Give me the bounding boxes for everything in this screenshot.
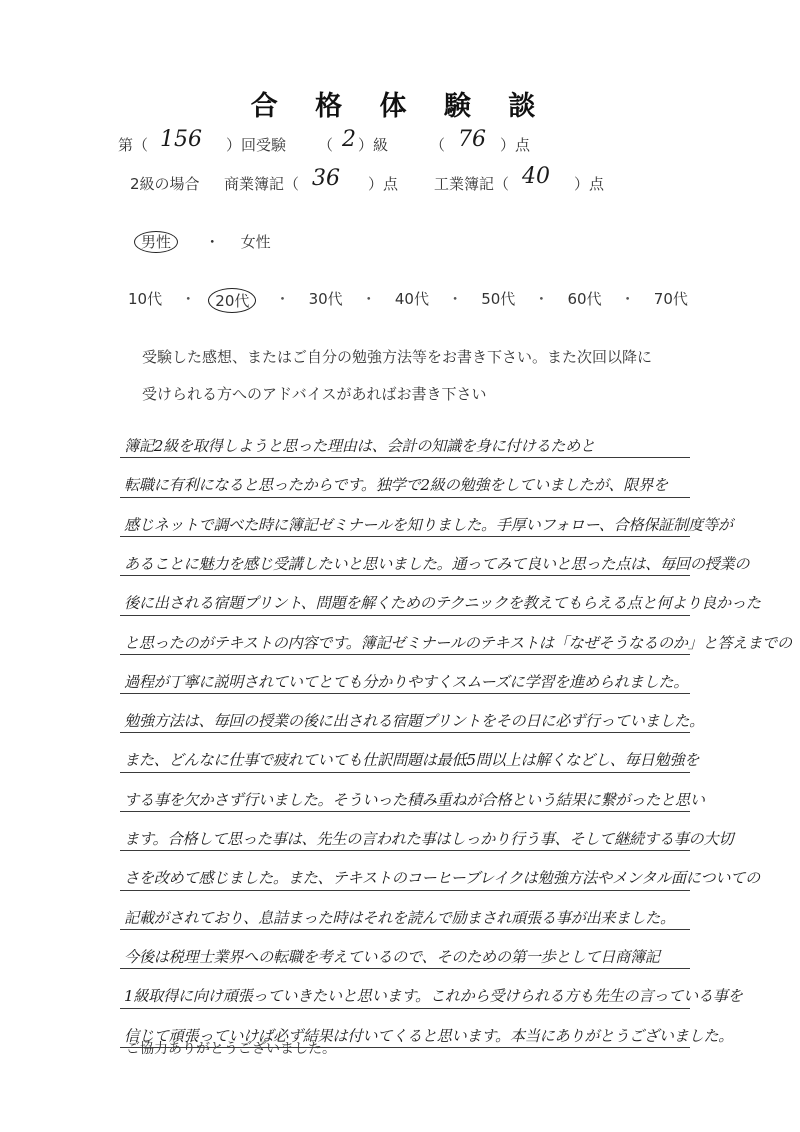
ruled-line — [120, 536, 690, 537]
age-option-selected: 20代 — [208, 288, 256, 313]
exam-no-prefix: 第（ — [118, 136, 149, 154]
gender-male: 男性 — [134, 231, 178, 253]
handwritten-line: する事を欠かさず行いました。そういった積み重ねが合格という結果に繋がったと思い — [124, 790, 705, 809]
grade2-label: 2級の場合 — [130, 175, 200, 193]
handwritten-line: 1級取得に向け頑張っていきたいと思います。これから受けられる方も先生の言っている事を — [124, 987, 743, 1006]
handwritten-line: 転職に有利になると思ったからです。独学で2級の勉強をしていましたが、限界を — [124, 476, 668, 495]
age-row: 10代 ・ 20代 ・ 30代 ・ 40代 ・ 50代 ・ 60代 ・ 70代 — [128, 288, 688, 313]
age-option: 60代 — [567, 290, 602, 308]
handwritten-line: と思ったのがテキストの内容です。簿記ゼミナールのテキストは「なぜそうなるのか」と答えまでの — [124, 633, 792, 652]
age-option: 50代 — [481, 290, 516, 308]
industrial-score: 40 — [522, 164, 550, 189]
handwritten-line: 信じて頑張っていけば必ず結果は付いてくると思います。本当にありがとうございました。 — [124, 1026, 734, 1045]
commercial-label: 商業簿記（ — [224, 175, 300, 193]
ruled-line — [120, 811, 690, 812]
footer-thanks: ご協力ありがとうございました。 — [126, 1041, 336, 1057]
gender-female: 女性 — [240, 233, 271, 251]
ruled-line — [120, 1008, 690, 1009]
ruled-line — [120, 575, 690, 576]
handwritten-line: また、どんなに仕事で疲れていても仕訳問題は最低5問以上は解くなどし、毎日勉強を — [124, 751, 700, 770]
handwritten-line: 感じネットで調べた時に簿記ゼミナールを知りました。手厚いフォロー、合格保証制度等が — [124, 515, 733, 534]
commercial-score: 36 — [312, 166, 340, 191]
handwritten-line: 記載がされており、息詰まった時はそれを読んで励まされ頑張る事が出来ました。 — [124, 908, 675, 927]
ruled-line — [120, 929, 690, 930]
industrial-label: 工業簿記（ — [434, 175, 510, 193]
ruled-line — [120, 457, 690, 458]
exam-no-suffix: ）回受験 — [226, 136, 287, 154]
handwritten-line: 簿記2級を取得しようと思った理由は、会計の知識を身に付けるためと — [124, 437, 595, 455]
instruction-line-2: 受けられる方へのアドバイスがあればお書き下さい — [142, 385, 487, 403]
ruled-line — [120, 732, 690, 733]
age-option: 70代 — [653, 290, 688, 308]
ruled-line — [120, 968, 690, 969]
gender-separator: ・ — [204, 233, 220, 251]
handwritten-line: 過程が丁寧に説明されていてとても分かりやすくスムーズに学習を進められました。 — [124, 672, 689, 691]
ruled-line — [120, 850, 690, 851]
commercial-suffix: ）点 — [368, 175, 399, 193]
ruled-line — [120, 615, 690, 616]
ruled-line — [120, 890, 690, 891]
ruled-line — [120, 654, 690, 655]
instruction-line-1: 受験した感想、またはご自分の勉強方法等をお書き下さい。また次回以降に — [142, 348, 653, 366]
grade-prefix: （ — [318, 136, 334, 154]
page-title: 合 格 体 験 談 — [250, 91, 550, 122]
ruled-line — [120, 693, 690, 694]
score-prefix: （ — [430, 136, 446, 154]
grade-value: 2 — [342, 127, 356, 152]
exam-info-row — [118, 134, 148, 155]
handwritten-line: 後に出される宿題プリント、問題を解くためのテクニックを教えてもらえる点と何より良かった — [124, 594, 761, 613]
exam-number: 156 — [160, 127, 202, 152]
ruled-line — [120, 497, 690, 498]
handwritten-line: さを改めて感じました。また、テキストのコーヒーブレイクは勉強方法やメンタル面についての — [124, 869, 760, 888]
handwritten-line: あることに魅力を感じ受講したいと思いました。通ってみて良いと思った点は、毎回の授業の — [124, 554, 750, 573]
handwritten-line: 勉強方法は、毎回の授業の後に出される宿題プリントをその日に必ず行っていました。 — [124, 712, 705, 731]
score-suffix: ）点 — [500, 136, 531, 154]
ruled-line — [120, 772, 690, 773]
handwritten-line: ます。合格して思った事は、先生の言われた事はしっかり行う事、そして継続する事の大切 — [124, 830, 734, 848]
grade-suffix: ）級 — [358, 136, 389, 154]
age-option: 10代 — [128, 290, 163, 308]
industrial-suffix: ）点 — [574, 175, 605, 193]
total-score: 76 — [458, 127, 486, 152]
handwritten-line: 今後は税理士業界への転職を考えているので、そのための第一歩として日商簿記 — [124, 947, 660, 966]
age-option: 30代 — [308, 290, 343, 308]
gender-row — [140, 231, 271, 252]
age-option: 40代 — [394, 290, 429, 308]
